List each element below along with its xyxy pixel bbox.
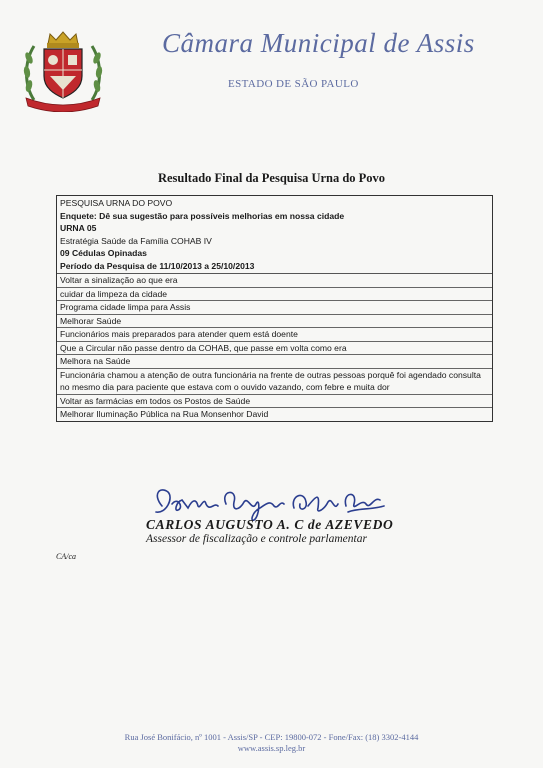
- signatory-role: Assessor de fiscalização e controle parlamentar: [146, 533, 367, 545]
- footer-address: Rua José Bonifácio, nº 1001 - Assis/SP - CEP: 19800-072 - Fone/Fax: (18) 3302-4144: [124, 732, 419, 742]
- list-item: Melhora na Saúde: [57, 355, 492, 369]
- list-item: Funcionária chamou a atenção de outra funcionária na frente de outras pessoas porquê foi agendado consulta no mesmo dia para paciente que estava com o ouvido vazando, com febre e muita dor: [57, 369, 492, 395]
- header-subtitle: ESTADO DE SÃO PAULO: [228, 78, 359, 90]
- document-initials: CA/ca: [56, 552, 76, 561]
- responses-list: [57, 274, 492, 421]
- municipal-crest-icon: [20, 30, 106, 112]
- list-item: Que a Circular não passe dentro da COHAB, que passe em volta como era: [57, 342, 492, 356]
- survey-header: [57, 196, 492, 274]
- list-item: Melhorar Iluminação Pública na Rua Monsenhor David: [60, 409, 269, 419]
- signatory-name: CARLOS AUGUSTO A. C de AZEVEDO: [146, 517, 394, 532]
- list-item: Melhorar Saúde: [57, 315, 492, 329]
- survey-ballots: 09 Cédulas Opinadas: [60, 248, 147, 258]
- survey-strategy: Estratégia Saúde da Família COHAB IV: [60, 235, 212, 246]
- list-item: Voltar a sinalização ao que era: [57, 274, 492, 288]
- survey-question: Enquete: Dê sua sugestão para possíveis melhorias em nossa cidade: [60, 210, 345, 221]
- list-item: Funcionários mais preparados para atender quem está doente: [57, 328, 492, 342]
- survey-urn: URNA 05: [60, 223, 97, 233]
- survey-heading: PESQUISA URNA DO POVO: [60, 198, 173, 208]
- list-item: Programa cidade limpa para Assis: [57, 301, 492, 315]
- header-title: Câmara Municipal de Assis: [162, 28, 475, 58]
- document-title: Resultado Final da Pesquisa Urna do Povo: [157, 171, 386, 185]
- list-item: Voltar as farmácias em todos os Postos de Saúde: [57, 395, 492, 409]
- survey-period: Período da Pesquisa de 11/10/2013 a 25/10/2013: [60, 260, 255, 271]
- footer-website: www.assis.sp.leg.br: [237, 743, 306, 753]
- page-footer: [0, 732, 543, 754]
- survey-table: [56, 195, 493, 422]
- list-item: cuidar da limpeza da cidade: [57, 288, 492, 302]
